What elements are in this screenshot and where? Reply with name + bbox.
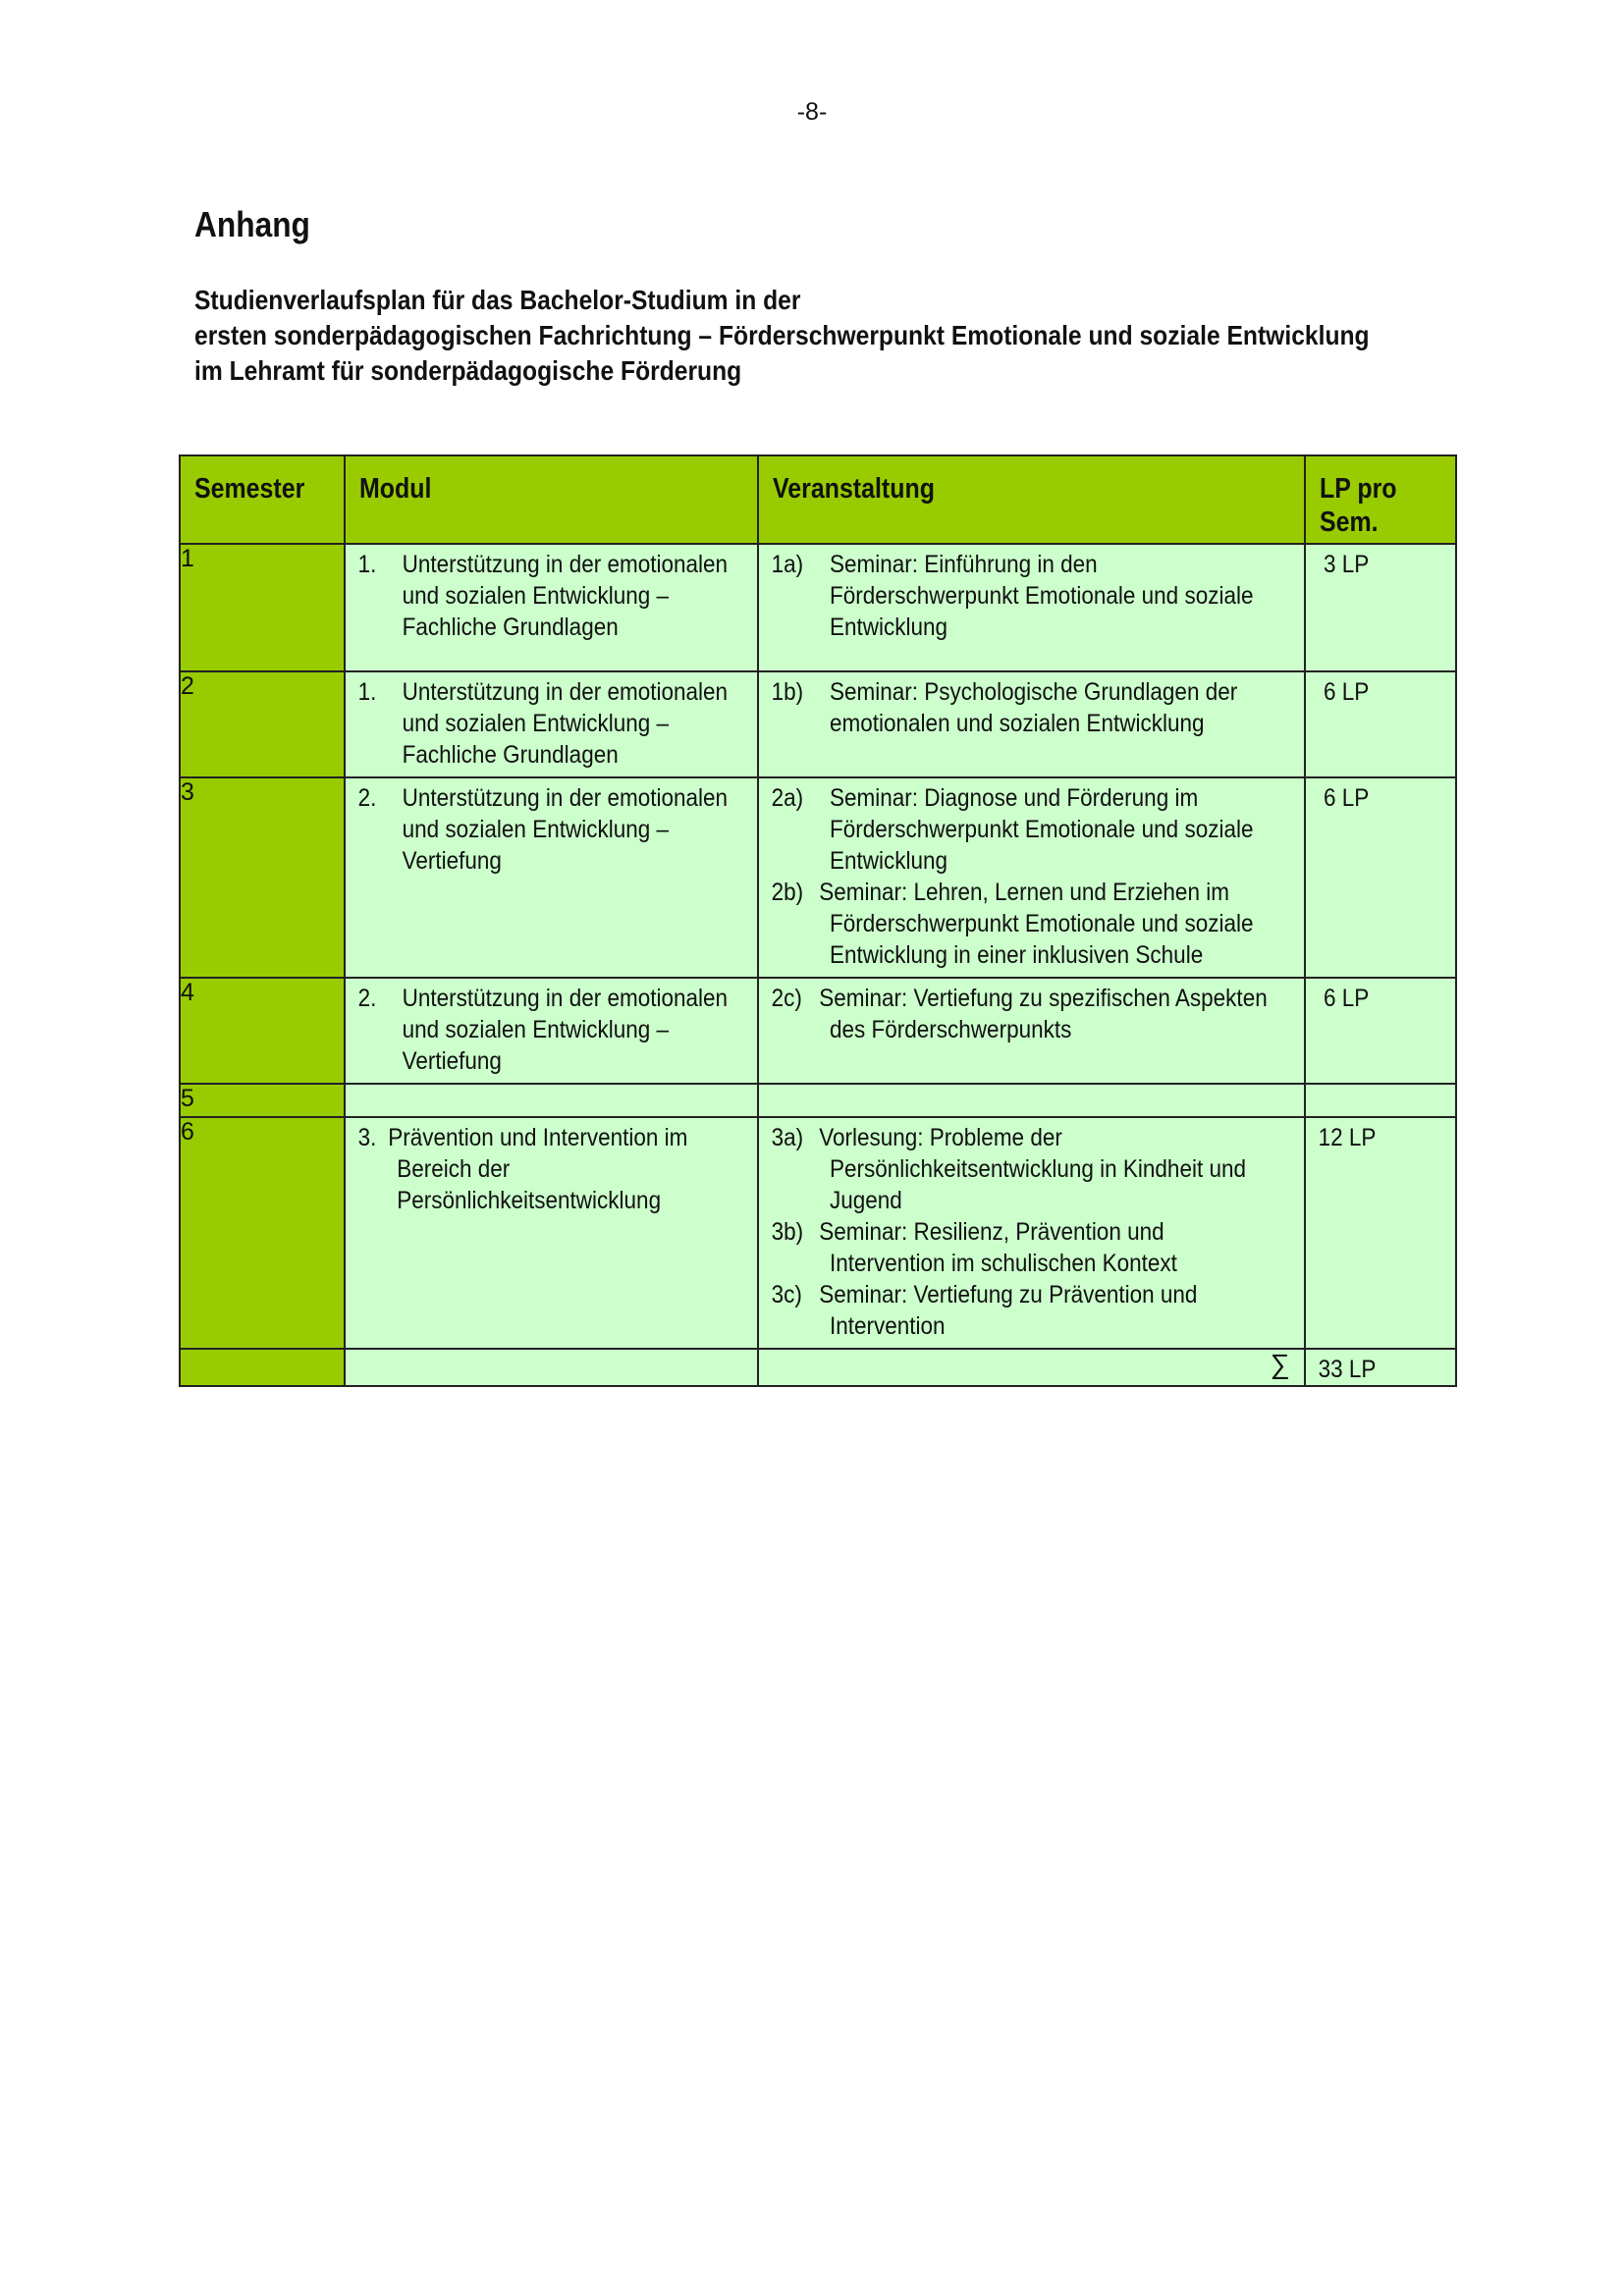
modul-title-line: Unterstützung in der emotionalen xyxy=(402,551,729,578)
table-row xyxy=(180,1084,1456,1117)
modul-title-line: Bereich der xyxy=(397,1155,511,1183)
semester-cell: 1 xyxy=(180,544,345,671)
modul-cell xyxy=(345,671,758,777)
modul-content xyxy=(346,1118,716,1222)
table-row xyxy=(180,671,1456,777)
header-veranstaltung: Veranstaltung xyxy=(758,455,1305,544)
course-item xyxy=(771,1216,1249,1279)
modul-title-line: und sozialen Entwicklung – xyxy=(402,1016,670,1043)
table-row xyxy=(180,1117,1456,1349)
course-title xyxy=(830,782,1253,877)
semester-cell: 4 xyxy=(180,978,345,1084)
lp-value: 6 LP xyxy=(1323,985,1370,1012)
course-code: 2c) xyxy=(771,985,802,1012)
page-heading: Anhang xyxy=(194,204,310,244)
modul-title-line: und sozialen Entwicklung – xyxy=(402,582,670,610)
veranstaltung-cell xyxy=(758,777,1305,978)
course-title-line: Seminar: Psychologische Grundlagen der xyxy=(829,678,1238,706)
lp-cell xyxy=(1305,671,1456,777)
lp-cell xyxy=(1305,1084,1456,1117)
lp-value xyxy=(1306,1085,1440,1089)
modul-title xyxy=(403,983,728,1077)
subheading-line: Studienverlaufsplan für das Bachelor-Studium in der xyxy=(194,285,801,315)
course-title-line: Seminar: Diagnose und Förderung im xyxy=(829,784,1199,812)
course-title-line: Jugend xyxy=(829,1187,902,1214)
course-item xyxy=(771,877,1254,971)
modul-title xyxy=(403,676,728,771)
course-title-line: emotionalen und sozialen Entwicklung xyxy=(829,710,1205,737)
veranstaltung-cell xyxy=(758,544,1305,671)
course-title xyxy=(819,983,1268,1045)
modul-item xyxy=(357,983,729,1077)
course-item xyxy=(771,1122,1249,1216)
modul-cell xyxy=(345,777,758,978)
sum-modul-cell xyxy=(345,1349,758,1386)
modul-number: 2. xyxy=(357,985,377,1012)
course-title xyxy=(819,877,1254,971)
modul-title-line: Vertiefung xyxy=(402,847,503,875)
course-item xyxy=(771,983,1268,1045)
course-title-line: Entwicklung xyxy=(829,614,947,641)
lp-value: 6 LP xyxy=(1323,678,1370,706)
veranstaltung-content xyxy=(759,672,1249,745)
total-lp: 33 LP xyxy=(1318,1356,1377,1383)
veranstaltung-cell xyxy=(758,671,1305,777)
course-code: 3a) xyxy=(771,1124,804,1151)
modul-title-line: Vertiefung xyxy=(402,1047,503,1075)
veranstaltung-content xyxy=(759,545,1254,649)
course-title xyxy=(830,549,1253,643)
lp-value: 12 LP xyxy=(1318,1124,1377,1151)
header-semester: Semester xyxy=(180,455,345,544)
sum-row xyxy=(180,1349,1456,1386)
modul-title-line: und sozialen Entwicklung – xyxy=(402,816,670,843)
course-title-line: Intervention xyxy=(829,1312,946,1340)
lp-cell xyxy=(1305,978,1456,1084)
course-item xyxy=(771,549,1254,643)
table-row xyxy=(180,777,1456,978)
modul-title-line: Unterstützung in der emotionalen xyxy=(402,985,729,1012)
course-title-line: Seminar: Einführung in den xyxy=(829,551,1098,578)
subheading-line: im Lehramt für sonderpädagogische Förderung xyxy=(194,355,742,386)
modul-number: 3. xyxy=(357,1124,377,1151)
veranstaltung-cell xyxy=(758,1084,1305,1117)
study-plan-table xyxy=(179,454,1457,1387)
veranstaltung-content xyxy=(759,1118,1249,1348)
semester-cell: 5 xyxy=(180,1084,345,1117)
modul-title xyxy=(403,782,728,877)
course-title-line: Vorlesung: Probleme der xyxy=(819,1124,1062,1151)
course-title-line: Seminar: Vertiefung zu spezifischen Aspekten xyxy=(819,985,1268,1012)
modul-cell xyxy=(345,1117,758,1349)
modul-title-line: und sozialen Entwicklung – xyxy=(402,710,670,737)
veranstaltung-content xyxy=(759,979,1268,1051)
course-title-line: Förderschwerpunkt Emotionale und soziale xyxy=(829,582,1254,610)
course-title-line: Entwicklung xyxy=(829,847,947,875)
modul-content xyxy=(346,672,729,776)
course-code: 2a) xyxy=(771,784,804,812)
course-title-line: Persönlichkeitsentwicklung in Kindheit und xyxy=(829,1155,1246,1183)
lp-cell xyxy=(1305,544,1456,671)
modul-content xyxy=(346,545,729,649)
lp-value: 6 LP xyxy=(1323,784,1370,812)
semester-cell: 2 xyxy=(180,671,345,777)
lp-cell xyxy=(1305,1117,1456,1349)
course-title-line: Seminar: Resilienz, Prävention und xyxy=(819,1218,1164,1246)
table-header-row xyxy=(180,455,1456,544)
course-title xyxy=(819,1216,1177,1279)
course-item xyxy=(771,782,1254,877)
modul-cell xyxy=(345,1084,758,1117)
course-title-line: Entwicklung in einer inklusiven Schule xyxy=(829,941,1204,969)
modul-title-line: Unterstützung in der emotionalen xyxy=(402,678,729,706)
modul-title-line: Fachliche Grundlagen xyxy=(402,614,619,641)
course-title-line: Seminar: Lehren, Lernen und Erziehen im xyxy=(819,879,1229,906)
modul-title xyxy=(403,549,728,643)
course-code: 1b) xyxy=(771,678,804,706)
lp-value: 3 LP xyxy=(1323,551,1370,578)
course-code: 3c) xyxy=(771,1281,802,1308)
page-number: -8- xyxy=(796,98,828,126)
course-title xyxy=(819,1279,1198,1342)
sum-semester-cell xyxy=(180,1349,345,1386)
modul-cell xyxy=(345,978,758,1084)
modul-content xyxy=(346,778,729,882)
course-code: 3b) xyxy=(771,1218,804,1246)
document-subheading xyxy=(194,283,1370,389)
modul-item xyxy=(357,782,729,877)
course-title-line: des Förderschwerpunkts xyxy=(829,1016,1072,1043)
modul-title-line: Prävention und Intervention im xyxy=(388,1124,688,1151)
course-title xyxy=(830,676,1237,739)
semester-cell: 3 xyxy=(180,777,345,978)
course-title-line: Förderschwerpunkt Emotionale und soziale xyxy=(829,910,1254,937)
modul-number: 1. xyxy=(357,678,377,706)
course-title-line: Seminar: Vertiefung zu Prävention und xyxy=(819,1281,1198,1308)
table-row xyxy=(180,544,1456,671)
total-lp-cell xyxy=(1305,1349,1456,1386)
sum-symbol: ∑ xyxy=(758,1349,1305,1386)
modul-title xyxy=(388,1122,687,1216)
modul-content xyxy=(346,979,729,1083)
course-item xyxy=(771,1279,1249,1342)
modul-item xyxy=(357,676,729,771)
modul-number: 1. xyxy=(357,551,377,578)
semester-cell: 6 xyxy=(180,1117,345,1349)
modul-title-line: Persönlichkeitsentwicklung xyxy=(397,1187,662,1214)
veranstaltung-content xyxy=(759,778,1254,977)
modul-item xyxy=(357,549,729,643)
course-title-line: Intervention im schulischen Kontext xyxy=(829,1250,1177,1277)
course-code: 1a) xyxy=(771,551,804,578)
course-title-line: Förderschwerpunkt Emotionale und soziale xyxy=(829,816,1254,843)
course-item xyxy=(771,676,1249,739)
veranstaltung-cell xyxy=(758,978,1305,1084)
modul-number: 2. xyxy=(357,784,377,812)
lp-cell xyxy=(1305,777,1456,978)
modul-title-line: Unterstützung in der emotionalen xyxy=(402,784,729,812)
course-code: 2b) xyxy=(771,879,804,906)
modul-title-line: Fachliche Grundlagen xyxy=(402,741,619,769)
subheading-line: ersten sonderpädagogischen Fachrichtung – Förderschwerpunkt Emotionale und soziale Entwicklung xyxy=(194,320,1370,350)
modul-item xyxy=(358,1122,716,1216)
table-row xyxy=(180,978,1456,1084)
course-title xyxy=(819,1122,1246,1216)
header-modul: Modul xyxy=(345,455,758,544)
header-lp: LP pro Sem. xyxy=(1305,455,1456,544)
veranstaltung-cell xyxy=(758,1117,1305,1349)
modul-cell xyxy=(345,544,758,671)
